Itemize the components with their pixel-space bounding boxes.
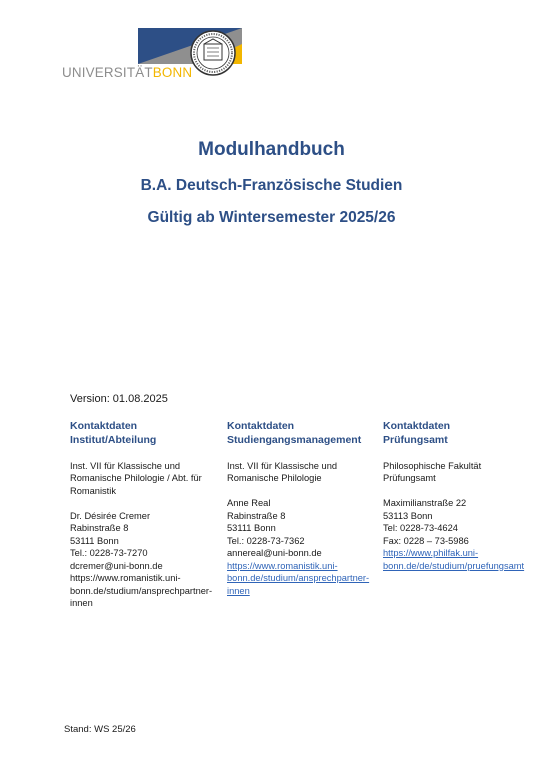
contact-line: 53111 Bonn (70, 535, 119, 546)
contact-line: Rabinstraße 8 (70, 523, 129, 533)
column-heading-line: Kontaktdaten (70, 420, 138, 432)
program-name: B.A. Deutsch-Französische Studien (140, 177, 403, 194)
contact-line: Romanistik (70, 485, 116, 496)
column-heading-line: Studiengangsmanagement (227, 434, 362, 446)
logo-word-accent: BONN (152, 65, 193, 80)
contact-line: Maximilianstraße 22 (383, 498, 467, 508)
contact-line: Romanische Philologie / Abt. für (70, 473, 202, 483)
link-line[interactable]: https://www.philfak.uni- (383, 548, 479, 558)
document-title: Modulhandbuch (198, 139, 345, 160)
column-heading-line: Prüfungsamt (383, 434, 448, 446)
link-line[interactable]: bonn.de/studium/ansprechpartner- (227, 573, 370, 583)
contact-line: Prüfungsamt (383, 473, 436, 483)
contact-line: Tel.: 0228-73-7362 (227, 535, 305, 546)
document-title-block (0, 138, 543, 228)
column-heading-line: Kontaktdaten (227, 420, 295, 432)
column-heading (70, 419, 230, 447)
contact-line: Rabinstraße 8 (227, 510, 286, 521)
contact-line: 53113 Bonn (383, 510, 433, 521)
philfak-link[interactable] (383, 547, 543, 572)
link-line[interactable]: bonn.de/de/studium/pruefungsamt (383, 560, 525, 571)
version-line: Version: 01.08.2025 (70, 393, 168, 405)
university-seal-icon (190, 30, 236, 76)
contact-line: Tel.: 0228-73-7270 (70, 548, 148, 558)
contact-line: Romanische Philologie (227, 473, 322, 483)
link-line[interactable]: https://www.romanistik.uni- (227, 560, 338, 571)
contact-line: https://www.romanistik.uni- (70, 573, 181, 583)
logo-wordmark (62, 65, 192, 80)
contact-line: 53111 Bonn (227, 523, 276, 533)
contact-line: Tel: 0228-73-4624 (383, 523, 458, 533)
validity-line: Gültig ab Wintersemester 2025/26 (147, 209, 396, 226)
contact-line: innen (70, 598, 93, 608)
contact-line: dcremer@uni-bonn.de (70, 560, 163, 571)
column-heading-line: Institut/Abteilung (70, 434, 157, 446)
footer-stand: Stand: WS 25/26 (64, 724, 136, 735)
column-heading (383, 419, 543, 447)
romanistik-link[interactable] (227, 560, 387, 598)
column-heading (227, 419, 387, 447)
link-line[interactable]: innen (227, 585, 250, 596)
contact-line: Inst. VII für Klassische und (70, 460, 181, 471)
logo-word-main: UNIVERSITÄT (62, 65, 153, 80)
contact-line: annereal@uni-bonn.de (227, 548, 322, 558)
contact-line: Philosophische Fakultät (383, 460, 482, 471)
contact-line: Anne Real (227, 498, 271, 508)
contact-column-pruefungsamt (383, 419, 543, 572)
contact-column-institut (70, 419, 230, 610)
contact-column-studiengangsmanagement (227, 419, 387, 597)
contact-line: Fax: 0228 – 73-5986 (383, 535, 469, 546)
column-heading-line: Kontaktdaten (383, 420, 451, 432)
contact-line: Inst. VII für Klassische und (227, 460, 338, 471)
contact-line: bonn.de/studium/ansprechpartner- (70, 585, 213, 596)
contact-line: Dr. Désirée Cremer (70, 510, 151, 521)
